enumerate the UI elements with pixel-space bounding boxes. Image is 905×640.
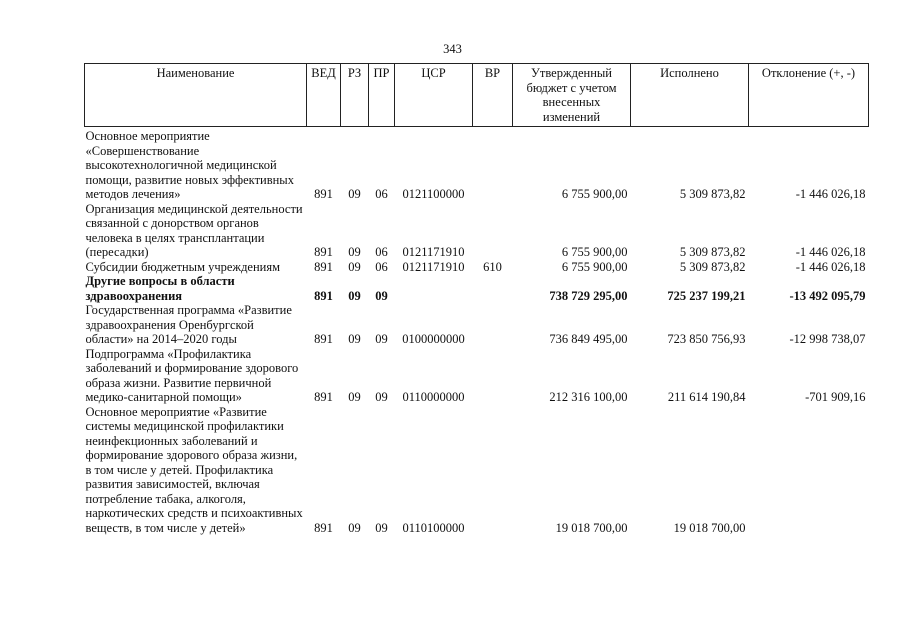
- cell-deviation: -1 446 026,18: [795, 259, 866, 274]
- cell-pr: 09: [375, 520, 388, 535]
- cell-pr: 06: [375, 187, 388, 201]
- cell-rz: 09: [348, 288, 361, 303]
- cell-name: Основное мероприятие «Совершенствование высокотехнологичной медицинской помощи, развитие новых эффективных методов лечения»: [85, 129, 294, 201]
- cell-executed: 5 309 873,82: [679, 259, 746, 274]
- cell-csr: 0110000000: [402, 390, 465, 404]
- cell-pr: 09: [375, 288, 388, 303]
- cell-vr: [473, 202, 513, 260]
- cell-csr: [395, 274, 473, 303]
- table-row: [85, 260, 869, 275]
- cell-pr: 09: [375, 332, 388, 346]
- cell-csr: 0121171910: [402, 245, 465, 259]
- cell-budget: 736 849 495,00: [549, 332, 628, 346]
- header-executed: Исполнено: [631, 64, 749, 127]
- header-budget: Утвержденный бюджет с учетом внесенных изменений: [513, 64, 631, 127]
- header-rz: РЗ: [341, 64, 369, 127]
- cell-deviation: -13 492 095,79: [789, 288, 866, 303]
- cell-budget: 19 018 700,00: [555, 520, 628, 535]
- header-vr: ВР: [473, 64, 513, 127]
- table-row: [85, 274, 869, 303]
- cell-deviation: -1 446 026,18: [795, 187, 866, 201]
- cell-vr: [473, 405, 513, 536]
- cell-name: Основное мероприятие «Развитие системы медицинской профилактики неинфекционных заболеваний и формирование здорового образа жизни, в том числе у детей. Профилактика развития зависимостей, включая потребление табака, алкоголя, наркотических средств и психоактивных веществ, в том числе у детей»: [85, 404, 303, 535]
- cell-rz: 09: [348, 259, 361, 274]
- cell-ved: 891: [314, 245, 333, 259]
- cell-deviation: -701 909,16: [805, 390, 866, 404]
- cell-executed: 723 850 756,93: [667, 332, 746, 346]
- cell-rz: 09: [348, 520, 361, 535]
- cell-budget: 6 755 900,00: [561, 259, 628, 274]
- cell-ved: 891: [314, 187, 333, 201]
- cell-pr: 06: [375, 259, 388, 274]
- cell-name: Другие вопросы в области здравоохранения: [85, 274, 235, 303]
- cell-vr: [473, 303, 513, 347]
- budget-table: [84, 63, 869, 535]
- cell-budget: 738 729 295,00: [549, 288, 628, 303]
- cell-ved: 891: [314, 332, 333, 346]
- cell-budget: 6 755 900,00: [561, 187, 628, 201]
- cell-vr: [473, 347, 513, 405]
- cell-pr: 06: [375, 245, 388, 259]
- cell-rz: 09: [348, 390, 361, 404]
- cell-executed: 725 237 199,21: [667, 288, 746, 303]
- cell-csr: 0110100000: [402, 520, 465, 535]
- header-deviation: Отклонение (+, -): [749, 64, 869, 127]
- cell-ved: 891: [314, 259, 333, 274]
- table-row: [85, 202, 869, 260]
- cell-deviation: -12 998 738,07: [789, 332, 866, 346]
- cell-vr: 610: [483, 259, 502, 274]
- cell-budget: 212 316 100,00: [549, 390, 628, 404]
- cell-vr: [473, 274, 513, 303]
- header-ved: ВЕД: [307, 64, 341, 127]
- cell-name: Организация медицинской деятельности связанной с донорством органов человека в целях трансплантации (пересадки): [85, 201, 303, 259]
- cell-executed: 211 614 190,84: [667, 390, 746, 404]
- cell-csr: 0121171910: [402, 259, 465, 274]
- cell-name: Государственная программа «Развитие здравоохранения Оренбургской области» на 2014–2020 годы: [85, 303, 292, 346]
- cell-ved: 891: [314, 390, 333, 404]
- table-row: [85, 303, 869, 347]
- cell-executed: 5 309 873,82: [679, 187, 746, 201]
- cell-csr: 0100000000: [402, 332, 465, 346]
- cell-pr: 09: [375, 390, 388, 404]
- cell-vr: [473, 127, 513, 202]
- table-row: [85, 347, 869, 405]
- cell-rz: 09: [348, 187, 361, 201]
- cell-rz: 09: [348, 332, 361, 346]
- cell-rz: 09: [348, 245, 361, 259]
- cell-csr: 0121100000: [402, 187, 465, 201]
- table-body: [85, 127, 869, 536]
- cell-budget: 6 755 900,00: [561, 245, 628, 259]
- cell-executed: 5 309 873,82: [679, 245, 746, 259]
- cell-name: Подпрограмма «Профилактика заболеваний и формирование здорового образа жизни. Развитие первичной медико-санитарной помощи»: [85, 346, 299, 404]
- cell-name: Субсидии бюджетным учреждениям: [85, 259, 281, 274]
- header-csr: ЦСР: [395, 64, 473, 127]
- table-row: [85, 127, 869, 202]
- cell-executed: 19 018 700,00: [673, 520, 746, 535]
- header-name: Наименование: [85, 64, 307, 127]
- table-row: [85, 405, 869, 536]
- cell-deviation: -1 446 026,18: [795, 245, 866, 259]
- table-header: [85, 64, 869, 127]
- cell-ved: 891: [314, 520, 333, 535]
- cell-deviation: [749, 405, 869, 536]
- header-pr: ПР: [369, 64, 395, 127]
- cell-ved: 891: [314, 288, 333, 303]
- page-number: 343: [443, 42, 462, 56]
